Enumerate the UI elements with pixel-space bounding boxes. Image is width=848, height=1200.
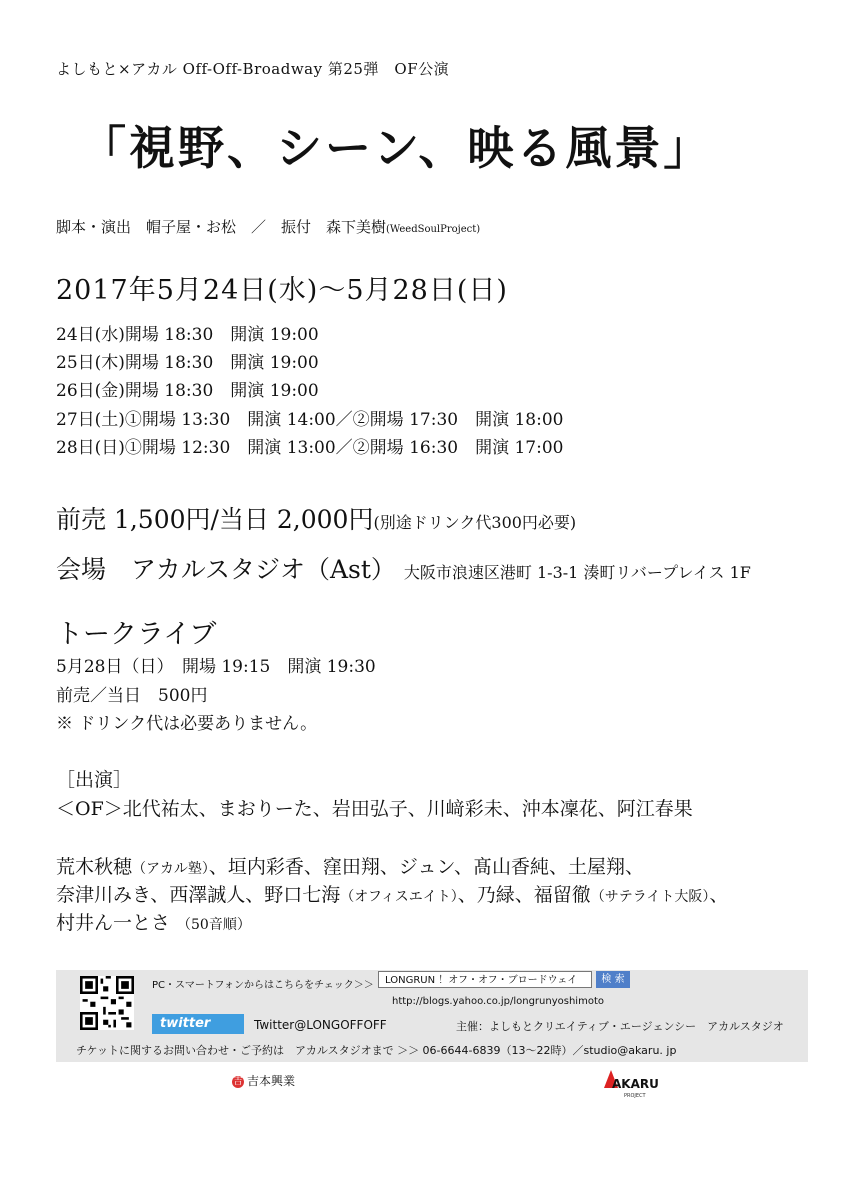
venue-address: 大阪市浪速区港町 1-3-1 湊町リバープレイス 1F [403,563,751,582]
yoshimoto-logo-text: 吉本興業 [247,1074,296,1088]
cast-names: 奈津川みき、西澤誠人、野口七海 [56,884,341,906]
price-note: (別途ドリンク代300円必要) [373,513,577,532]
talk-live-line: ※ ドリンク代は必要ありません。 [56,714,318,734]
organizer: 主催：よしもとクリエイティブ・エージェンシー アカルスタジオ [456,1020,784,1033]
talk-live-heading: トークライブ [56,619,217,650]
credits [56,216,480,237]
akaru-project-logo [598,1066,660,1102]
cast-line [56,908,251,935]
cast-line [56,852,644,879]
cast-affiliation: （アカル塾） [132,861,209,877]
event-subtitle: よしもと×アカル Off-Off-Broadway 第25弾 OF公演 [56,60,450,78]
akaru-logo-text: AKARU [612,1077,659,1091]
yoshimoto-logo [232,1072,295,1089]
venue-name: 会場 アカルスタジオ（Ast） [56,555,396,584]
price [56,500,576,536]
yoshimoto-mark-icon: 吉 [233,1076,243,1087]
schedule-item: 26日(金)開場 18:30 開演 19:00 [56,381,319,401]
cast-line [56,880,728,907]
credits-affiliation: (WeedSoulProject) [386,224,481,235]
cast-names: 、垣内彩香、窪田翔、ジュン、髙山香純、土屋翔、 [208,856,644,878]
footer-info-box [56,970,808,1062]
qr-code-icon[interactable] [80,976,134,1030]
ticket-contact: チケットに関するお問い合わせ・ご予約は アカルスタジオまで ＞＞ 06-6644-6839（13〜22時）／studio@akaru. jp [76,1044,677,1057]
cast-separator: 、 [709,884,729,906]
twitter-logo-icon: twitter [152,1014,244,1034]
schedule-item: 27日(土)①開場 13:30 開演 14:00／②開場 17:30 開演 18:00 [56,410,564,430]
cast-name: 村井ん一とさ [56,912,171,934]
schedule-item: 28日(日)①開場 12:30 開演 13:00／②開場 16:30 開演 17:00 [56,438,564,458]
talk-live-line: 5月28日（日） 開場 19:15 開演 19:30 [56,657,376,677]
price-main: 前売 1,500円/当日 2,000円 [56,505,374,534]
search-button[interactable]: 検 索 [596,971,630,988]
blog-url-link[interactable]: http://blogs.yahoo.co.jp/longrunyoshimoto [392,996,604,1007]
cast-order-note: （50音順） [170,917,251,933]
check-prompt: PC・スマートフォンからはこちらをチェック＞＞ [152,980,374,991]
cast-heading: ［出演］ [56,769,133,791]
cast-affiliation: （オフィスエイト） [340,889,458,905]
twitter-handle: Twitter@LONGOFFOFF [254,1018,387,1032]
cast-name: 荒木秋穂 [56,856,133,878]
akaru-logo-subtext: PROJECT [624,1093,646,1099]
talk-live-line: 前売／当日 500円 [56,686,208,706]
schedule-item: 25日(木)開場 18:30 開演 19:00 [56,353,319,373]
cast-affiliation: （サテライト大阪） [590,889,710,905]
credits-main: 脚本・演出 帽子屋・お松 ／ 振付 森下美樹 [56,218,387,236]
search-input[interactable]: LONGRUN ！オフ・オフ・ブロードウェイ [378,971,592,988]
cast-names: 、乃緑、福留徹 [457,884,591,906]
cast-of-line: ＜OF＞北代祐太、まおりーた、岩田弘子、川﨑彩未、沖本凜花、阿江春果 [56,798,693,820]
schedule-item: 24日(水)開場 18:30 開演 19:00 [56,325,319,345]
page-title: 「視野、シーン、映る風景」 [80,121,713,175]
event-dates: 2017年5月24日(水)〜5月28日(日) [56,275,508,306]
venue [56,550,751,586]
